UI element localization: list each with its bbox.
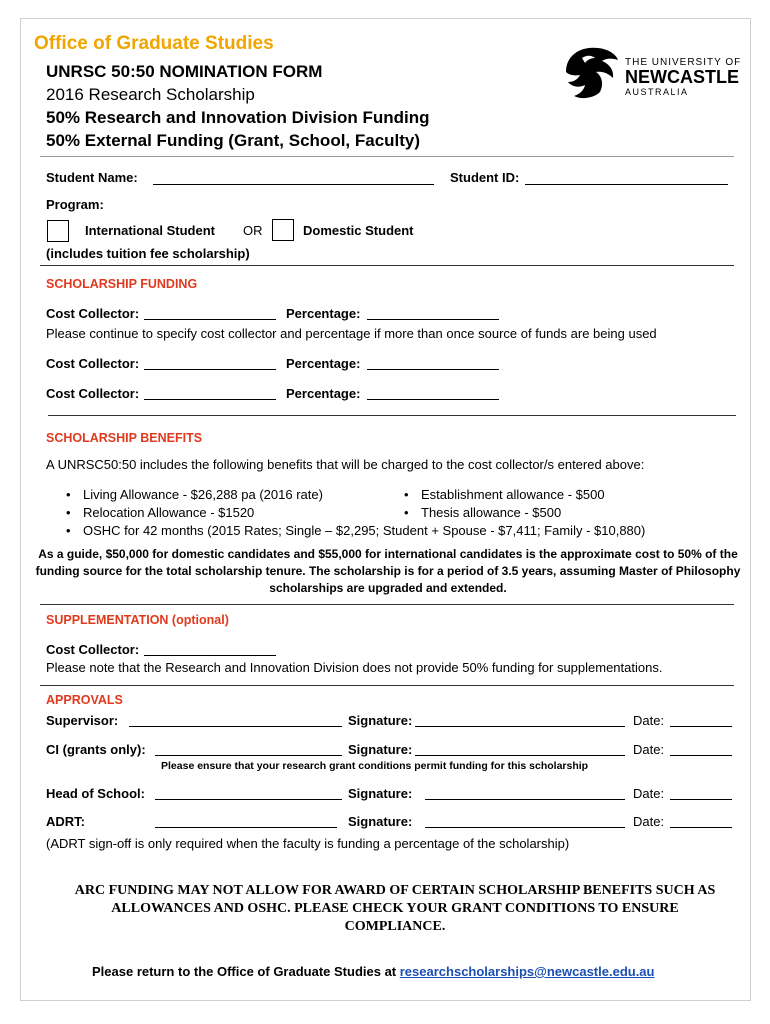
adrt-note: (ADRT sign-off is only required when the faculty is funding a percentage of the scholarship): [46, 836, 570, 851]
head-of-school-field[interactable]: [155, 799, 342, 800]
grant-conditions-note: Please ensure that your research grant conditions permit funding for this scholarship: [161, 760, 589, 772]
percentage-field-2[interactable]: [367, 369, 499, 370]
benefits-intro: A UNRSC50:50 includes the following benefits that will be charged to the cost collector/s entered above:: [46, 457, 645, 472]
funding-heading: SCHOLARSHIP FUNDING: [46, 277, 198, 291]
percentage-label: Percentage:: [286, 356, 361, 371]
adrt-label: ADRT:: [46, 814, 85, 829]
cost-collector-field-1[interactable]: [144, 319, 276, 320]
or-label: OR: [243, 223, 263, 238]
head-signature-field[interactable]: [425, 799, 625, 800]
percentage-field-3[interactable]: [367, 399, 499, 400]
funding-line-1: 50% Research and Innovation Division Funding: [46, 108, 430, 127]
head-date-field[interactable]: [670, 799, 732, 800]
supervisor-field[interactable]: [129, 726, 342, 727]
benefit-item: • Establishment allowance - $500: [421, 487, 605, 502]
funding-continue-note: Please continue to specify cost collector and percentage if more than once source of funds are being used: [46, 326, 657, 341]
divider: [40, 156, 734, 157]
supplementation-heading: SUPPLEMENTATION (optional): [46, 613, 229, 627]
adrt-signature-field[interactable]: [425, 827, 625, 828]
cost-collector-label: Cost Collector:: [46, 386, 140, 401]
cost-collector-label: Cost Collector:: [46, 642, 140, 657]
adrt-field[interactable]: [155, 827, 337, 828]
benefit-item: • Living Allowance - $26,288 pa (2016 rate): [83, 487, 323, 502]
signature-label: Signature:: [348, 814, 413, 829]
return-text: Please return to the Office of Graduate Studies at: [92, 964, 397, 979]
arc-warning: ARC FUNDING MAY NOT ALLOW FOR AWARD OF CERTAIN SCHOLARSHIP BENEFITS SUCH AS ALLOWANCES AND OSHC. PLEASE CHECK YOUR GRANT CONDITIONS TO ENSURE COMPLIANCE.: [74, 883, 716, 934]
program-label: Program:: [46, 197, 104, 212]
student-id-label: Student ID:: [450, 170, 520, 185]
logo-line-3: AUSTRALIA: [625, 87, 689, 97]
benefits-heading: SCHOLARSHIP BENEFITS: [46, 431, 203, 445]
date-label: Date:: [633, 742, 665, 757]
logo-line-1: THE UNIVERSITY OF: [625, 57, 742, 68]
divider: [48, 415, 736, 416]
domestic-label: Domestic Student: [303, 223, 414, 238]
international-checkbox[interactable]: [47, 220, 69, 242]
adrt-date-field[interactable]: [670, 827, 732, 828]
international-label: International Student: [85, 223, 215, 238]
tuition-note: (includes tuition fee scholarship): [46, 246, 250, 261]
divider: [40, 685, 734, 686]
cost-guide-note: As a guide, $50,000 for domestic candidates and $55,000 for international candidates is the approximate cost to 50% of the funding source for the total scholarship tenure. The scholarship is for a period of 3.5 years, assuming Master of Philosophy scholarships are upgraded and extended.: [35, 547, 741, 595]
university-logo-icon: [558, 44, 620, 102]
supplementation-cost-collector-field[interactable]: [144, 655, 276, 656]
approvals-heading: APPROVALS: [46, 693, 123, 707]
student-id-field[interactable]: [525, 184, 728, 185]
supervisor-signature-field[interactable]: [415, 726, 625, 727]
signature-label: Signature:: [348, 786, 413, 801]
head-of-school-label: Head of School:: [46, 786, 145, 801]
student-name-label: Student Name:: [46, 170, 138, 185]
divider: [40, 265, 734, 266]
student-name-field[interactable]: [153, 184, 434, 185]
divider: [40, 604, 734, 605]
supplementation-note: Please note that the Research and Innovation Division does not provide 50% funding for supplementations.: [46, 660, 663, 675]
percentage-label: Percentage:: [286, 306, 361, 321]
form-title: UNRSC 50:50 NOMINATION FORM: [46, 62, 323, 81]
supervisor-date-field[interactable]: [670, 726, 732, 727]
benefit-item: • OSHC for 42 months (2015 Rates; Single – $2,295; Student + Spouse - $7,411; Family - $10,880): [83, 523, 645, 538]
percentage-field-1[interactable]: [367, 319, 499, 320]
benefit-item: • Thesis allowance - $500: [421, 505, 561, 520]
ci-date-field[interactable]: [670, 755, 732, 756]
signature-label: Signature:: [348, 713, 413, 728]
date-label: Date:: [633, 786, 665, 801]
email-link[interactable]: researchscholarships@newcastle.edu.au: [399, 964, 655, 979]
supervisor-label: Supervisor:: [46, 713, 119, 728]
ci-signature-field[interactable]: [415, 755, 625, 756]
signature-label: Signature:: [348, 742, 413, 757]
date-label: Date:: [633, 814, 665, 829]
office-heading: Office of Graduate Studies: [34, 33, 274, 54]
benefit-item: • Relocation Allowance - $1520: [83, 505, 254, 520]
percentage-label: Percentage:: [286, 386, 361, 401]
funding-line-2: 50% External Funding (Grant, School, Faculty): [46, 131, 421, 150]
return-footer: [92, 964, 654, 979]
ci-label: CI (grants only):: [46, 742, 146, 757]
cost-collector-field-3[interactable]: [144, 399, 276, 400]
ci-field[interactable]: [155, 755, 342, 756]
date-label: Date:: [633, 713, 665, 728]
domestic-checkbox[interactable]: [272, 219, 294, 241]
cost-collector-field-2[interactable]: [144, 369, 276, 370]
cost-collector-label: Cost Collector:: [46, 356, 140, 371]
form-subtitle: 2016 Research Scholarship: [46, 85, 255, 104]
logo-line-2: NEWCASTLE: [625, 67, 739, 87]
cost-collector-label: Cost Collector:: [46, 306, 140, 321]
